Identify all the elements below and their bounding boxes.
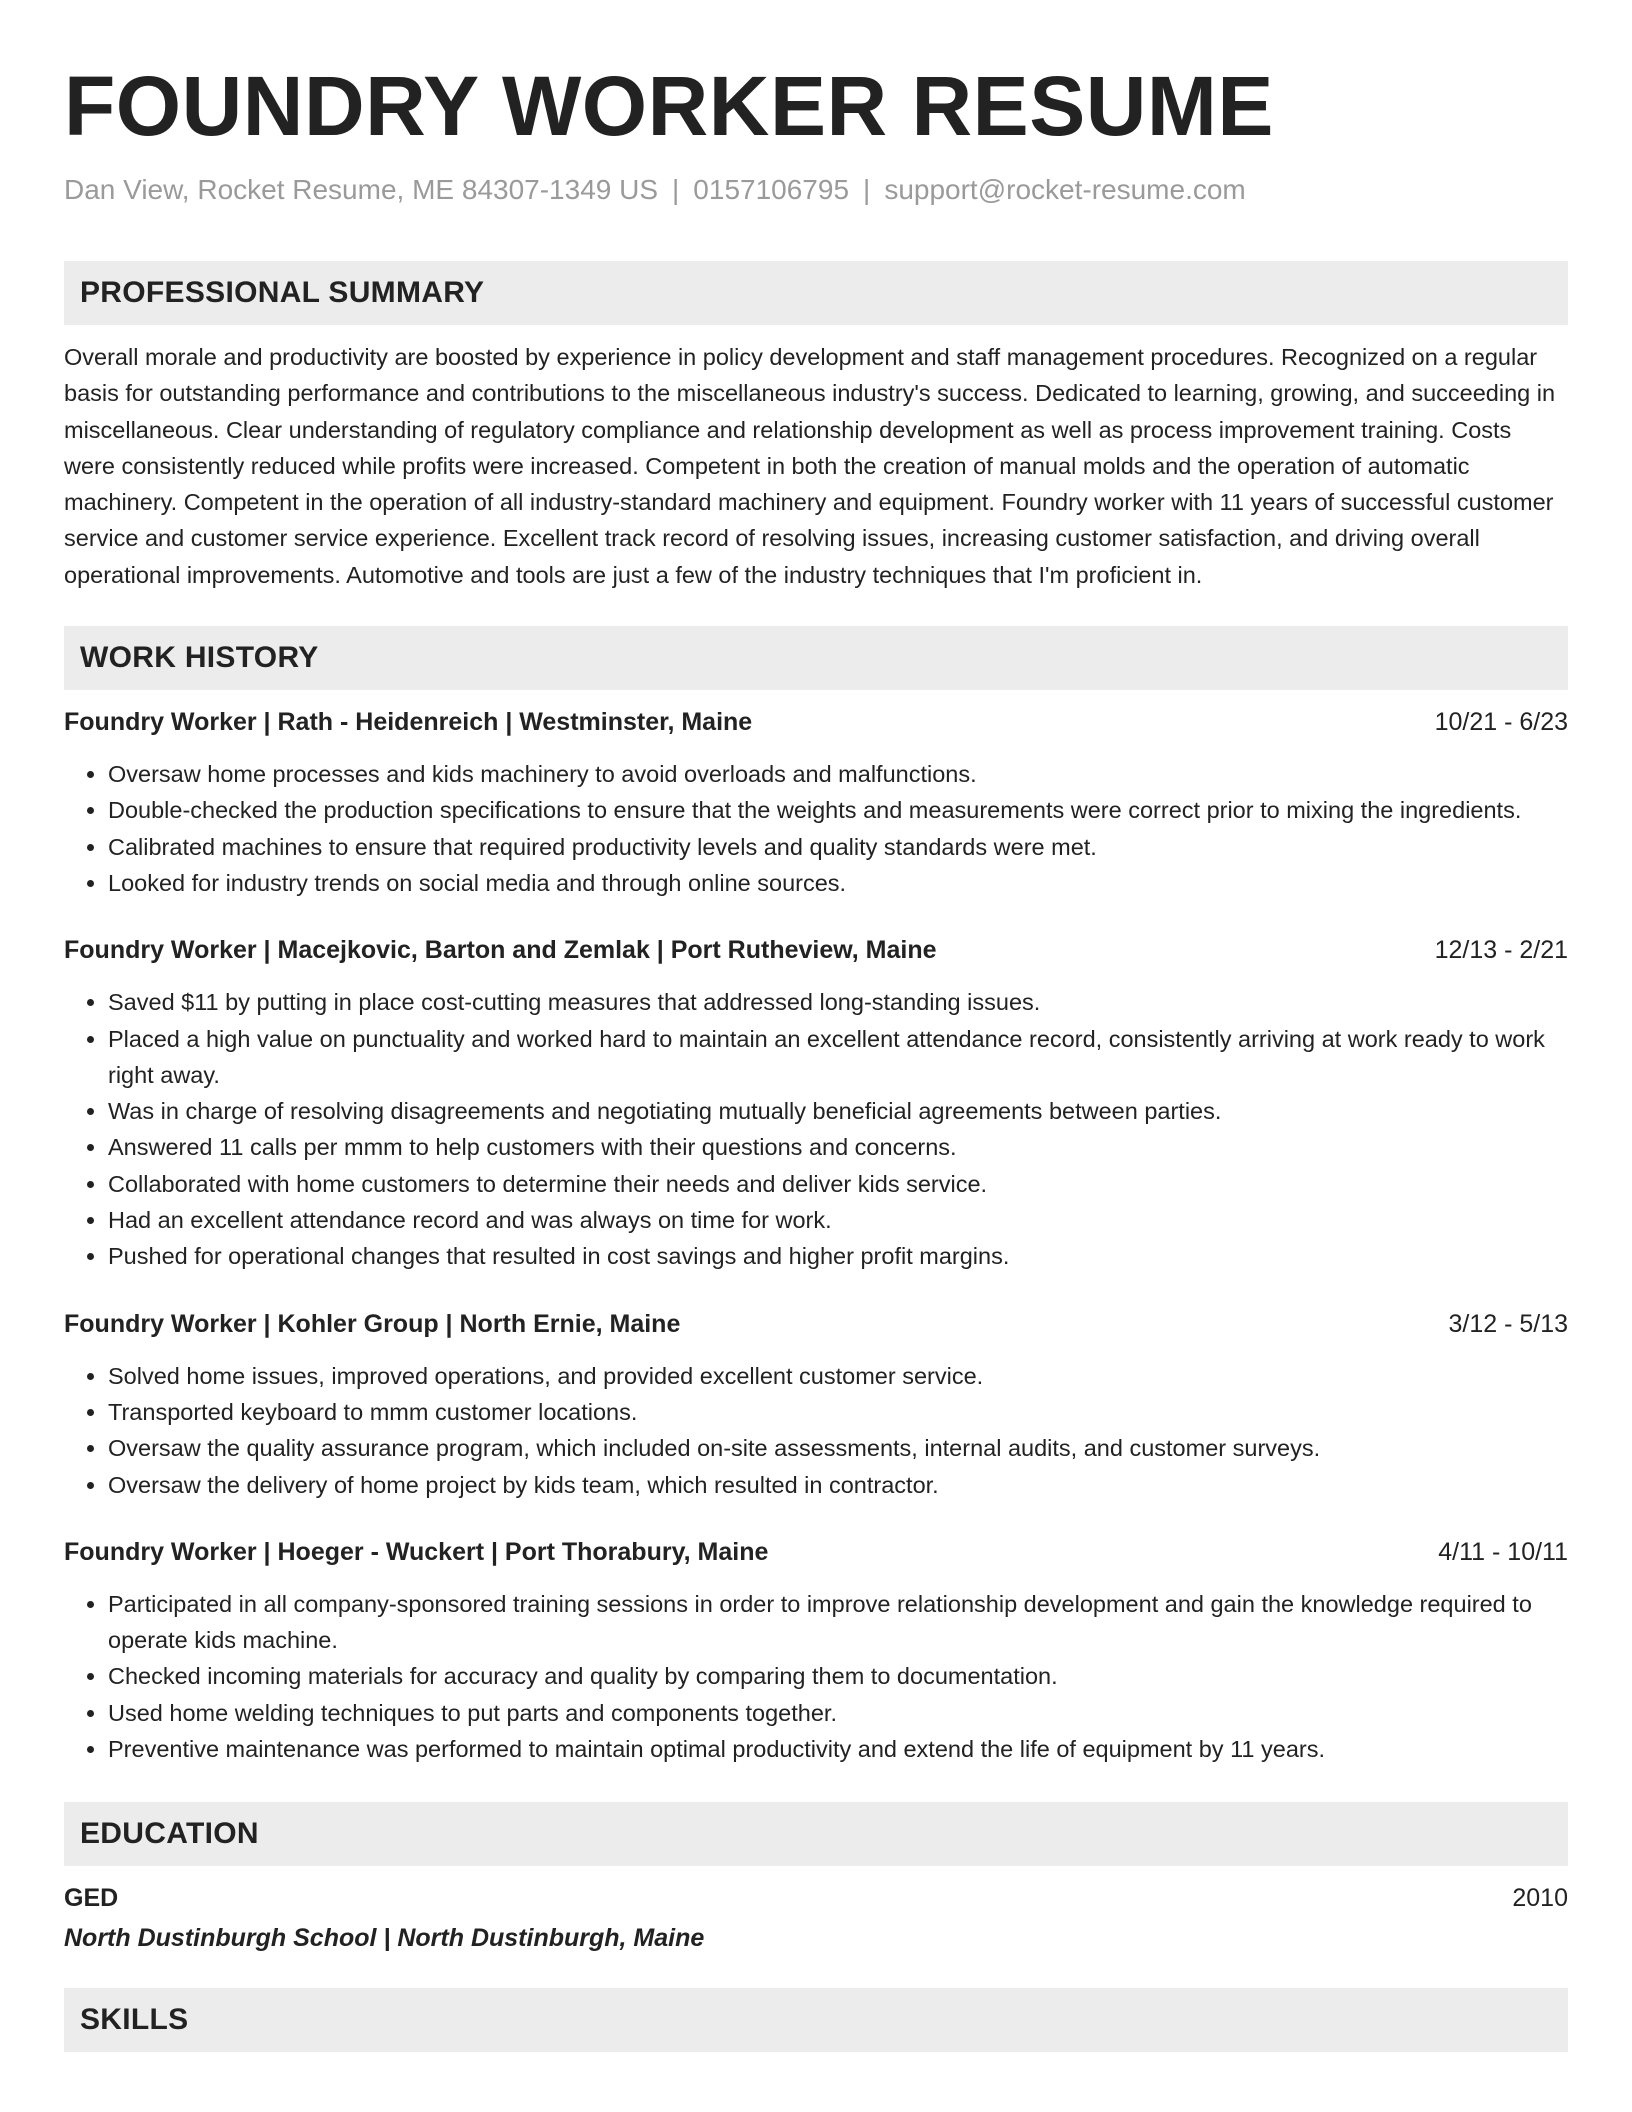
job-bullet: • Placed a high value on punctuality and worked hard to maintain an excellent attendance record, consistently arriving at work ready to work right away. — [108, 1021, 1568, 1094]
job-bullets — [64, 1358, 1568, 1503]
job-bullet: • Oversaw the delivery of home project by kids team, which resulted in contractor. — [108, 1467, 1568, 1503]
job-header — [64, 1534, 1568, 1570]
job-title: Foundry Worker | Kohler Group | North Ernie, Maine — [64, 1309, 681, 1338]
section-heading-work-history: WORK HISTORY — [64, 626, 1568, 690]
job-bullet: • Collaborated with home customers to determine their needs and deliver kids service. — [108, 1166, 1568, 1202]
job-title: Foundry Worker | Rath - Heidenreich | Westminster, Maine — [64, 708, 753, 737]
job-bullets — [64, 984, 1568, 1274]
job-bullet: • Looked for industry trends on social media and through online sources. — [108, 865, 1568, 901]
resume-page — [64, 0, 1568, 2052]
job-bullet: • Calibrated machines to ensure that required productivity levels and quality standards were met. — [108, 829, 1568, 865]
education-degree: GED — [64, 1884, 119, 1913]
job-bullet: • Preventive maintenance was performed to maintain optimal productivity and extend the life of equipment by 11 years. — [108, 1731, 1568, 1767]
contact-separator: | — [672, 174, 680, 205]
section-heading-education: EDUCATION — [64, 1802, 1568, 1866]
job-bullet: • Saved $11 by putting in place cost-cutting measures that addressed long-standing issues. — [108, 984, 1568, 1020]
section-heading-skills: SKILLS — [64, 1988, 1568, 2052]
job-bullet: • Participated in all company-sponsored training sessions in order to improve relationship development and gain the knowledge required to operate kids machine. — [108, 1586, 1568, 1659]
job-header — [64, 704, 1568, 740]
contact-separator: | — [863, 174, 871, 205]
contact-email: support@rocket-resume.com — [884, 174, 1246, 205]
resume-title: FOUNDRY WORKER RESUME — [64, 59, 1274, 153]
job-bullet: • Checked incoming materials for accuracy and quality by comparing them to documentation. — [108, 1658, 1568, 1694]
education-year: 2010 — [1512, 1884, 1568, 1913]
job-bullet: • Was in charge of resolving disagreements and negotiating mutually beneficial agreements between parties. — [108, 1093, 1568, 1129]
job-dates: 3/12 - 5/13 — [1448, 1309, 1568, 1338]
contact-line — [64, 172, 1568, 208]
job-bullet: • Oversaw home processes and kids machinery to avoid overloads and malfunctions. — [108, 756, 1568, 792]
job-title: Foundry Worker | Macejkovic, Barton and Zemlak | Port Rutheview, Maine — [64, 936, 937, 965]
job-dates: 10/21 - 6/23 — [1434, 708, 1568, 737]
job-bullets — [64, 1586, 1568, 1767]
job-entry — [64, 932, 1568, 1274]
education-header — [64, 1880, 1568, 1916]
job-bullet: • Answered 11 calls per mmm to help customers with their questions and concerns. — [108, 1129, 1568, 1165]
summary-text: Overall morale and productivity are boosted by experience in policy development and staff management procedures. Recognized on a regular basis for outstanding performance and contributions to the miscellaneous industry's success. Dedicated to learning, growing, and succeeding in miscellaneous. Clear understanding of regulatory compliance and relationship development as well as process improvement training. Costs were consistently reduced while profits were increased. Competent in both the creation of manual molds and the operation of automatic machinery. Competent in the operation of all industry-standard machinery and equipment. Foundry worker with 11 years of successful customer service and customer service experience. Excellent track record of resolving issues, increasing customer satisfaction, and driving overall operational improvements. Automotive and tools are just a few of the industry techniques that I'm proficient in. — [64, 344, 1556, 588]
job-bullet: • Double-checked the production specifications to ensure that the weights and measurements were correct prior to mixing the ingredients. — [108, 792, 1568, 828]
job-dates: 4/11 - 10/11 — [1438, 1537, 1568, 1566]
job-bullet: • Pushed for operational changes that resulted in cost savings and higher profit margins. — [108, 1238, 1568, 1274]
job-bullets — [64, 756, 1568, 901]
job-entry — [64, 1534, 1568, 1767]
job-entry — [64, 1306, 1568, 1503]
job-header — [64, 932, 1568, 968]
job-entry — [64, 704, 1568, 901]
job-header — [64, 1306, 1568, 1342]
contact-address: Dan View, Rocket Resume, ME 84307-1349 US — [64, 174, 659, 205]
job-bullet: • Used home welding techniques to put parts and components together. — [108, 1695, 1568, 1731]
job-bullet: • Had an excellent attendance record and was always on time for work. — [108, 1202, 1568, 1238]
section-heading-summary: PROFESSIONAL SUMMARY — [64, 261, 1568, 325]
education-school: North Dustinburgh School | North Dustinburgh, Maine — [64, 1924, 705, 1953]
contact-phone: 0157106795 — [693, 174, 850, 205]
job-bullet: • Transported keyboard to mmm customer locations. — [108, 1394, 1568, 1430]
job-bullet: • Solved home issues, improved operations, and provided excellent customer service. — [108, 1358, 1568, 1394]
job-dates: 12/13 - 2/21 — [1434, 936, 1568, 965]
job-bullet: • Oversaw the quality assurance program, which included on-site assessments, internal audits, and customer surveys. — [108, 1430, 1568, 1466]
job-title: Foundry Worker | Hoeger - Wuckert | Port Thorabury, Maine — [64, 1537, 769, 1566]
